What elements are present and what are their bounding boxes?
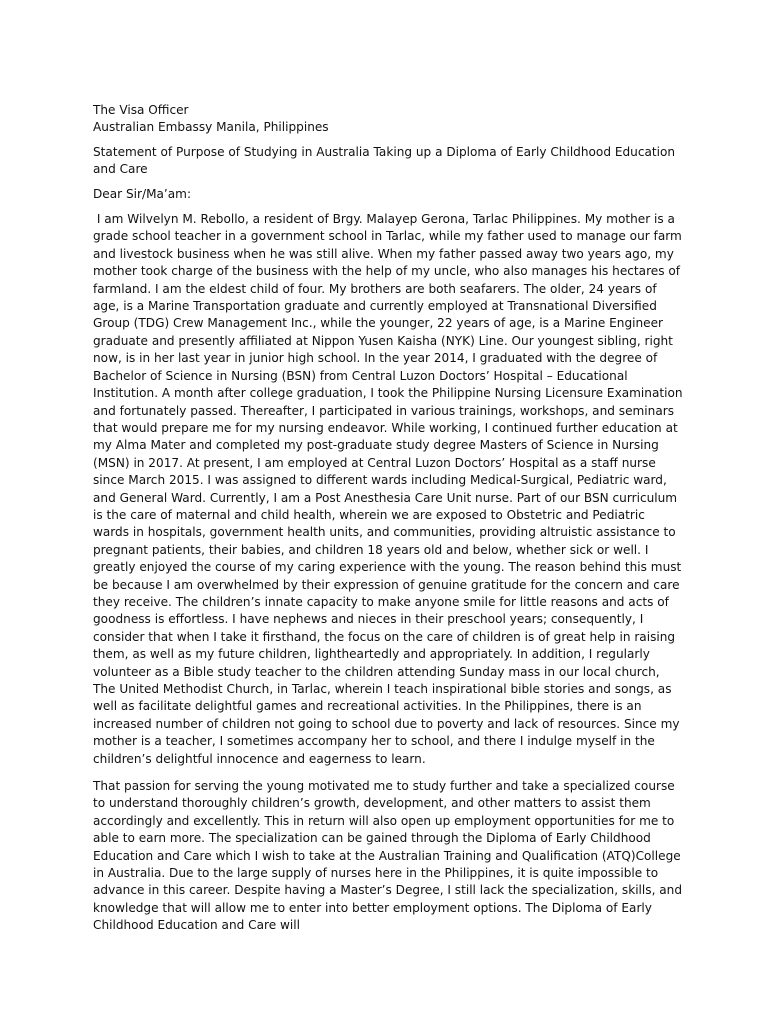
recipient-title: The Visa Officer (93, 103, 189, 117)
letter-subject: Statement of Purpose of Studying in Australia Taking up a Diploma of Early Childhood Education and Care (93, 144, 676, 177)
letter-page (93, 102, 687, 935)
salutation: Dear Sir/Ma’am: (93, 186, 192, 201)
recipient-address: Australian Embassy Manila, Philippines (93, 120, 329, 135)
body-paragraph-2: That passion for serving the young motivated me to study further and take a specialized course to understand thoroughly children’s growth, development, and other matters to assist them accordingly and excellently. This in return will also open up employment opportunities for me to able to earn more. The specialization can be gained through the Diploma of Early Childhood Education and Care which I wish to take at the Australian Training and Qualification (ATQ)College in Australia. Due to the large supply of nurses here in the Philippines, it is quite impossible to advance in this career. Despite having a Master’s Degree, I still lack the specialization, skills, and knowledge that will allow me to enter into better employment options. The Diploma of Early Childhood Education and Care will (93, 779, 683, 933)
body-paragraph-1: I am Wilvelyn M. Rebollo, a resident of Brgy. Malayep Gerona, Tarlac Philippines. My mother is a grade school teacher in a government school in Tarlac, while my father used to manage our farm and livestock business when he was still alive. When my father passed away two years ago, my mother took charge of the business with the help of my uncle, who also manages his hectares of farmland. I am the eldest child of four. My brothers are both seafarers. The older, 24 years of age, is a Marine Transportation graduate and currently employed at Transnational Diversified Group (TDG) Crew Management Inc., while the younger, 22 years of age, is a Marine Engineer graduate and presently affiliated at Nippon Yusen Kaisha (NYK) Line. Our youngest sibling, right now, is in her last year in junior high school. In the year 2014, I graduated with the degree of Bachelor of Science in Nursing (BSN) from Central Luzon Doctors’ Hospital – Educational Institution. A month after college graduation, I took the Philippine Nursing Licensure Examination and fortunately passed. Thereafter, I participated in various trainings, workshops, and seminars that would prepare me for my nursing endeavor. While working, I continued further education at my Alma Mater and completed my post-graduate study degree Masters of Science in Nursing (MSN) in 2017. At present, I am employed at Central Luzon Doctors’ Hospital as a staff nurse since March 2015. I was assigned to different wards including Medical-Surgical, Pediatric ward, and General Ward. Currently, I am a Post Anesthesia Care Unit nurse. Part of our BSN curriculum is the care of maternal and child health, wherein we are exposed to Obstetric and Pediatric wards in hospitals, government health units, and communities, providing altruistic assistance to pregnant patients, their babies, and children 18 years old and below, whether sick or well. I greatly enjoyed the course of my caring experience with the young. The reason behind this must be because I am overwhelmed by their expression of genuine gratitude for the concern and care they receive. The children’s innate capacity to make anyone smile for little reasons and acts of goodness is effortless. I have nephews and nieces in their preschool years; consequently, I consider that when I take it firsthand, the focus on the care of children is of great help in raising them, as well as my future children, lightheartedly and appropriately. In addition, I regularly volunteer as a Bible study teacher to the children attending Sunday mass in our local church, The United Methodist Church, in Tarlac, wherein I teach inspirational bible stories and songs, as well as facilitate delightful games and recreational activities. In the Philippines, there is an increased number of children not going to school due to poverty and lack of resources. Since my mother is a teacher, I sometimes accompany her to school, and there I indulge myself in the children’s delightful innocence and eagerness to learn. (93, 212, 687, 766)
